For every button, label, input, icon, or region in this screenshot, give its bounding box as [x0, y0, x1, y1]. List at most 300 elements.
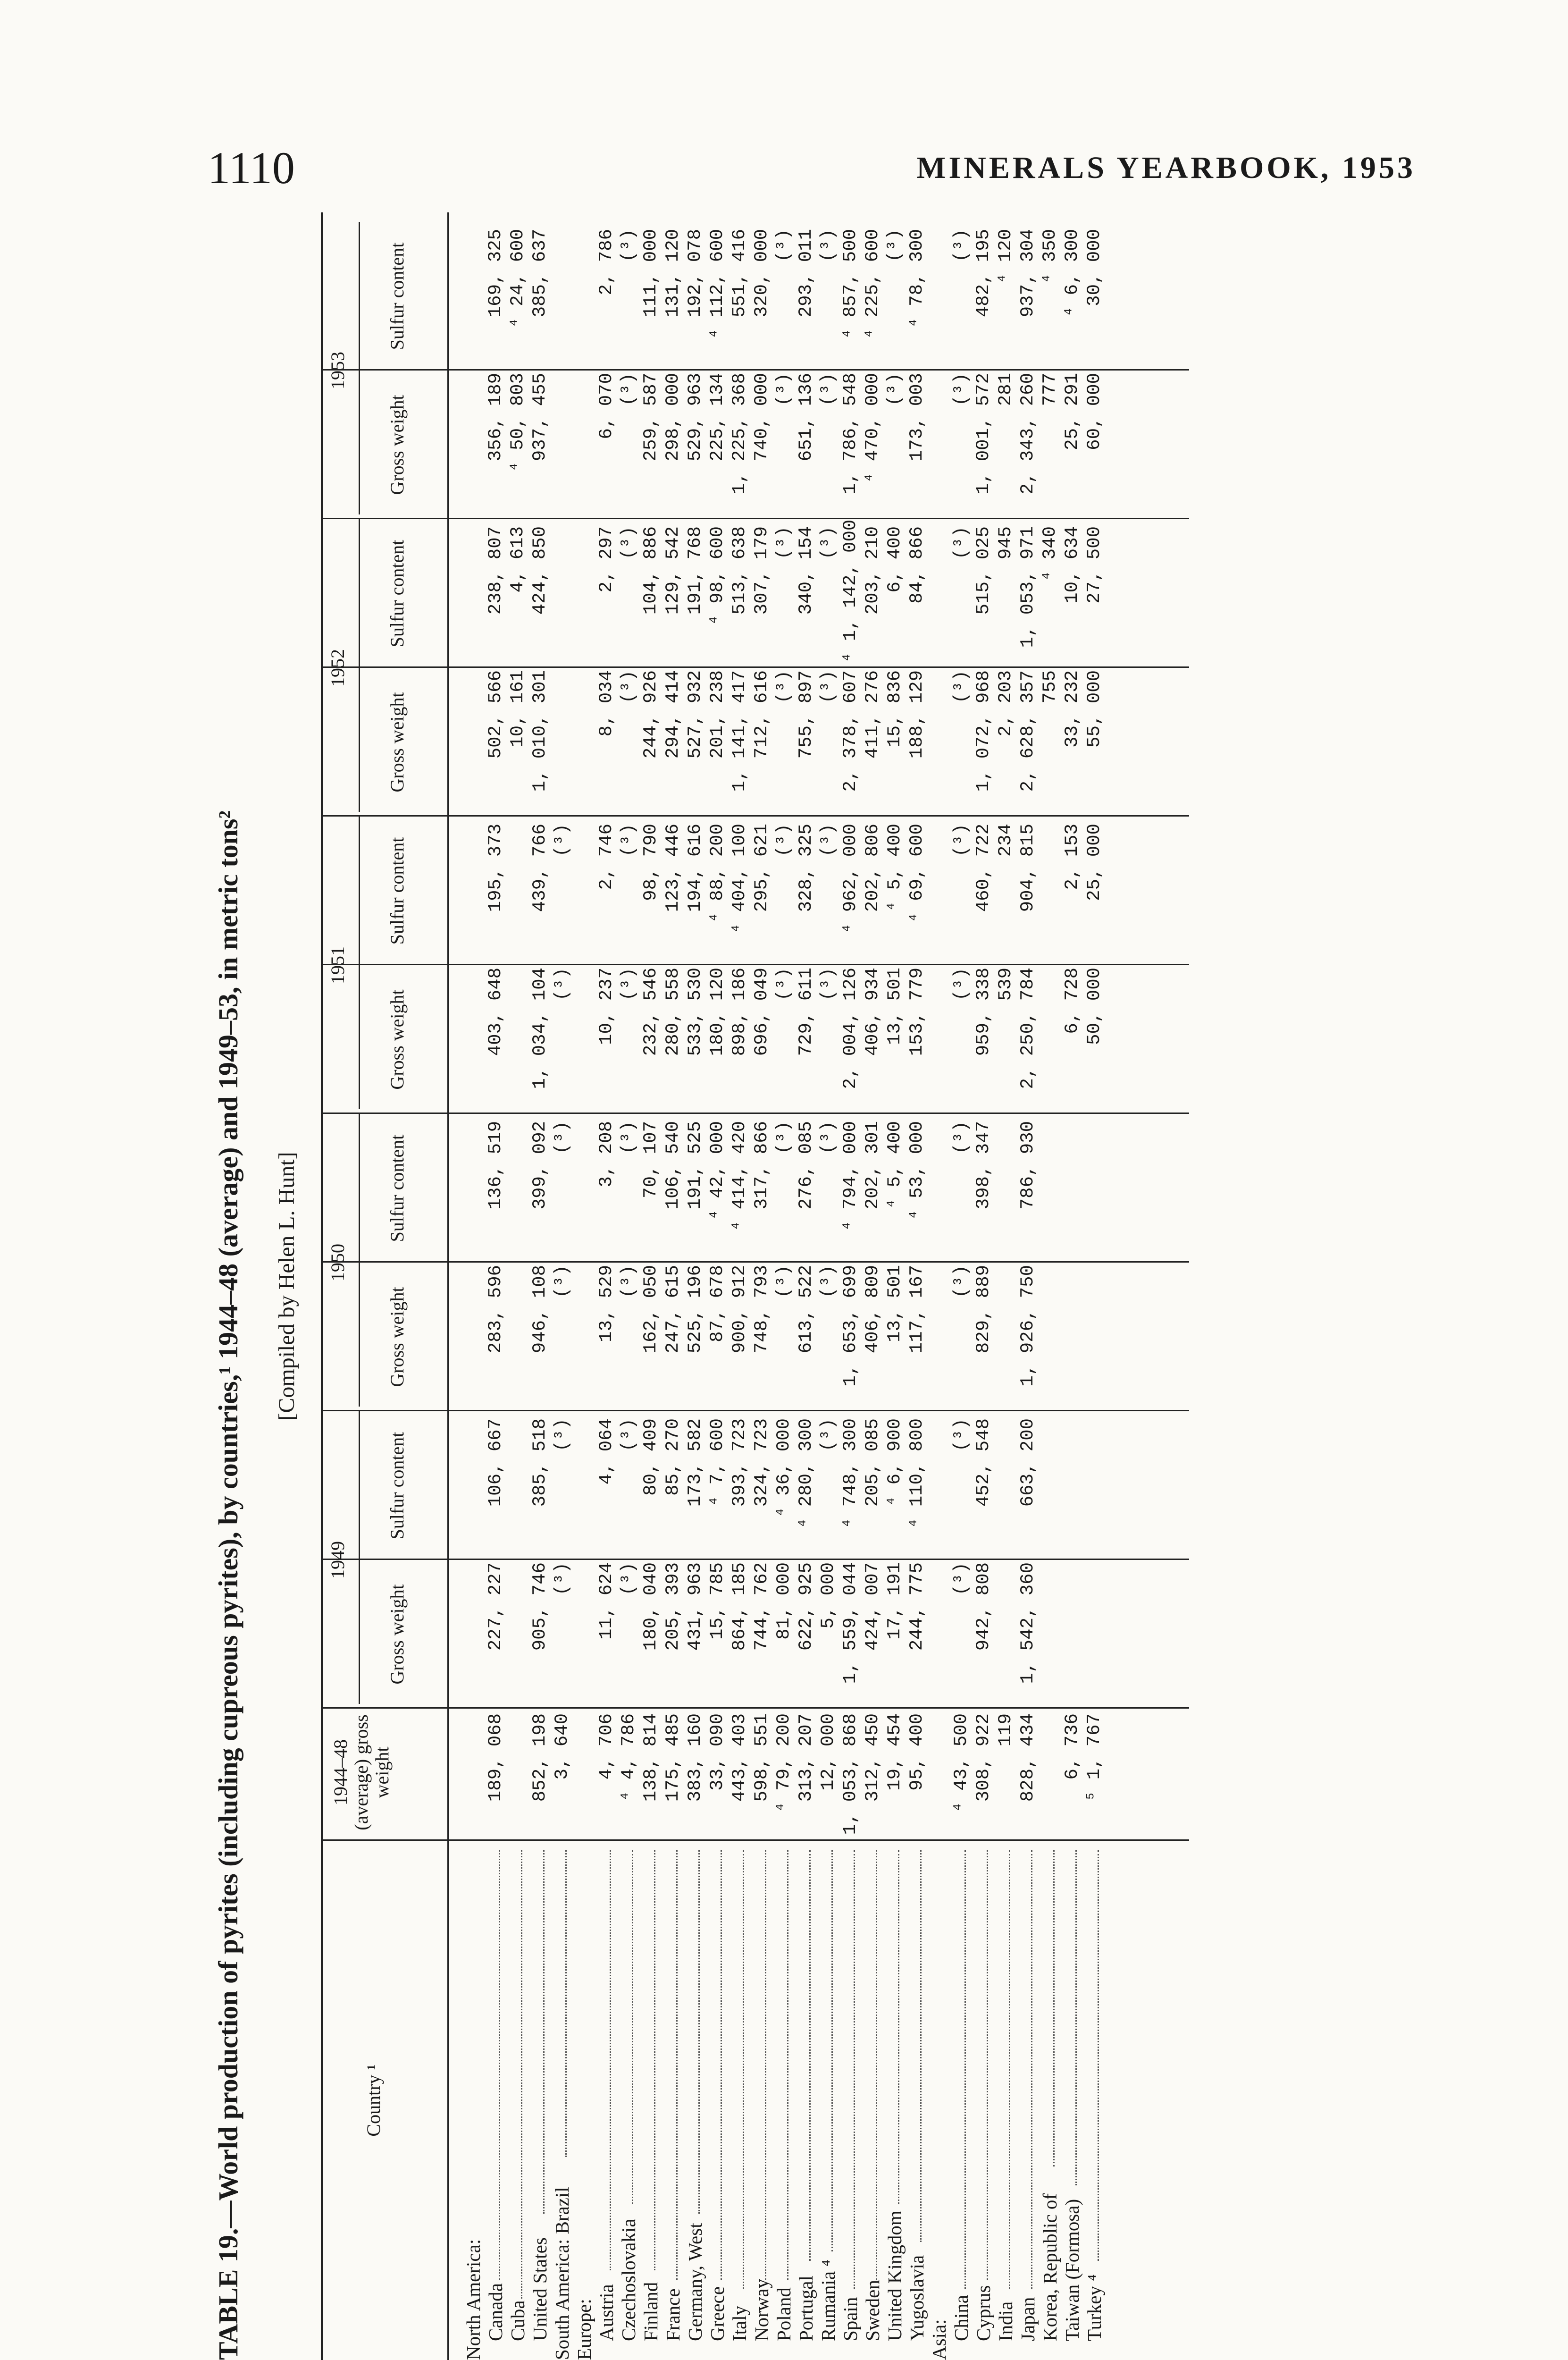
average-value: 1, 053, 868: [840, 1713, 861, 1835]
dot-leader: [964, 1850, 966, 2289]
sulfur-content-value: 439, 766: [529, 824, 550, 912]
gross-weight-value: 87, 678: [707, 1265, 728, 1342]
dot-leader: [1053, 1850, 1055, 2166]
header-bottom-rule: [447, 212, 449, 2360]
gross-weight-value: 2, 378, 607: [840, 670, 861, 792]
gross-weight-value: 162, 050: [640, 1265, 661, 1354]
gross-weight-value: (³): [951, 1562, 972, 1596]
sulfur-content-value: ⁴ 36, 000: [773, 1418, 794, 1518]
sulfur-content-value: ⁴ 748, 300: [840, 1418, 861, 1529]
sulfur-content-value: (³): [552, 824, 572, 857]
sulfur-content-value: (³): [773, 526, 794, 560]
sulfur-content-value: 173, 582: [685, 1418, 705, 1507]
country-name: India: [995, 2301, 1016, 2341]
gross-weight-value: (³): [818, 1265, 839, 1298]
sulfur-content-value: (³): [951, 1418, 972, 1452]
gross-weight-value: 942, 808: [973, 1562, 994, 1651]
sulfur-content-value: 945: [995, 526, 1016, 560]
gross-weight-value: 201, 238: [707, 670, 728, 759]
gross-weight-value: 959, 338: [973, 968, 994, 1056]
gross-weight-value: 744, 762: [751, 1562, 772, 1651]
gross-weight-value: 946, 108: [529, 1265, 550, 1354]
sulfur-content-value: 4, 613: [507, 526, 528, 593]
gross-weight-value: 2, 004, 126: [840, 968, 861, 1089]
gross-weight-value: 431, 963: [685, 1562, 705, 1651]
average-value: 4, 706: [596, 1713, 617, 1780]
table-row: [485, 212, 507, 2360]
average-value: 312, 450: [862, 1713, 883, 1802]
dot-leader: [787, 1850, 788, 2280]
sulfur-content-value: 904, 815: [1017, 824, 1038, 912]
sulfur-content-value: 295, 621: [751, 824, 772, 912]
gross-weight-header: Gross weight: [386, 989, 408, 1090]
gross-weight-value: 10, 161: [507, 670, 528, 748]
sulfur-content-value: 30, 000: [1084, 229, 1105, 306]
table-row: [950, 212, 973, 2360]
sulfur-content-value: ⁴ 280, 300: [796, 1418, 816, 1529]
table-row: [773, 212, 795, 2360]
gross-weight-header: Gross weight: [386, 395, 408, 495]
country-name: Asia:: [928, 2319, 950, 2360]
sulfur-content-value: 340, 154: [796, 526, 816, 615]
country-name: Taiwan (Formosa): [1061, 2199, 1083, 2341]
sulfur-content-value: 513, 638: [729, 526, 750, 615]
gross-weight-value: 740, 000: [751, 373, 772, 462]
sulfur-content-value: 129, 542: [662, 526, 683, 615]
sulfur-content-value: (³): [884, 229, 905, 262]
dot-leader: [1009, 1850, 1010, 2289]
sulfur-content-value: 276, 085: [796, 1121, 816, 1210]
country-name: Italy: [729, 2305, 750, 2341]
page-header: [208, 142, 1416, 198]
average-value: 175, 485: [662, 1713, 683, 1802]
sulfur-content-value: 98, 790: [640, 824, 661, 901]
average-value: 119: [995, 1713, 1016, 1747]
table-row: [662, 212, 684, 2360]
sulfur-content-value: 2, 153: [1062, 824, 1082, 890]
sulfur-content-value: ⁴ 42, 000: [707, 1121, 728, 1221]
country-name: Austria: [595, 2284, 617, 2341]
gross-weight-value: 60, 000: [1084, 373, 1105, 450]
gross-weight-value: 905, 746: [529, 1562, 550, 1651]
sulfur-content-value: 786, 930: [1017, 1121, 1038, 1210]
year-rule: [359, 1411, 360, 1704]
sulfur-content-value: (³): [951, 824, 972, 857]
sulfur-content-value: (³): [818, 1121, 839, 1155]
sulfur-content-value: 205, 085: [862, 1418, 883, 1507]
sulfur-content-value: 203, 210: [862, 526, 883, 615]
country-name: Europe:: [573, 2299, 595, 2360]
year-header: 1951: [327, 946, 348, 984]
sulfur-content-value: 1, 053, 971: [1017, 526, 1038, 648]
country-name: United States: [529, 2237, 551, 2341]
gross-weight-value: (³): [552, 1562, 572, 1596]
dot-leader: [1031, 1850, 1032, 2289]
table-row: [1083, 212, 1106, 2360]
gross-weight-value: 33, 232: [1062, 670, 1082, 748]
gross-weight-value: 55, 000: [1084, 670, 1105, 748]
sulfur-content-value: ⁴ 98, 600: [707, 526, 728, 626]
gross-weight-value: 117, 167: [906, 1265, 927, 1354]
sulfur-content-value: 393, 723: [729, 1418, 750, 1507]
sulfur-content-value: 317, 866: [751, 1121, 772, 1210]
gross-weight-value: 1, 001, 572: [973, 373, 994, 495]
gross-weight-value: (³): [951, 1265, 972, 1298]
sulfur-content-value: 320, 000: [751, 229, 772, 318]
sulfur-content-value: ⁴ 5, 400: [884, 1121, 905, 1210]
sulfur-content-value: 80, 409: [640, 1418, 661, 1496]
gross-weight-value: 298, 000: [662, 373, 683, 462]
sulfur-content-value: ⁴ 5, 400: [884, 824, 905, 912]
gross-weight-value: 613, 522: [796, 1265, 816, 1354]
gross-weight-value: 898, 186: [729, 968, 750, 1056]
table-row: [1039, 212, 1061, 2360]
sulfur-content-value: (³): [552, 1418, 572, 1452]
year-rule: [359, 222, 360, 514]
year-rule: [359, 817, 360, 1109]
country-name: South America: Brazil: [551, 2187, 573, 2360]
gross-weight-value: 247, 615: [662, 1265, 683, 1354]
sulfur-content-value: (³): [618, 526, 639, 560]
sulfur-content-value: (³): [818, 1418, 839, 1452]
gross-weight-value: 622, 925: [796, 1562, 816, 1651]
sulfur-content-value: (³): [951, 229, 972, 262]
average-value: ⁴ 79, 200: [773, 1713, 794, 1813]
dot-leader: [831, 1850, 833, 2251]
gross-weight-header: Gross weight: [386, 692, 408, 792]
sulfur-content-value: ⁴ 225, 600: [862, 229, 883, 340]
country-name: Cuba: [507, 2300, 528, 2341]
gross-weight-value: 900, 912: [729, 1265, 750, 1354]
gross-weight-value: 6, 728: [1062, 968, 1082, 1034]
country-name: Japan: [1017, 2297, 1039, 2341]
table-row: [706, 212, 729, 2360]
average-value: 6, 736: [1062, 1713, 1082, 1780]
sulfur-content-value: 84, 866: [906, 526, 927, 604]
sulfur-content-value: 111, 000: [640, 229, 661, 318]
country-name: Turkey ⁴: [1083, 2274, 1105, 2341]
country-name: Norway: [751, 2278, 772, 2341]
page-number: 1110: [208, 143, 295, 193]
country-name: Poland: [773, 2287, 795, 2341]
country-name: Yugoslavia: [906, 2255, 928, 2341]
table-row: [795, 212, 817, 2360]
country-name: Canada: [485, 2283, 506, 2341]
sulfur-content-value: 202, 301: [862, 1121, 883, 1210]
gross-weight-value: (³): [552, 1265, 572, 1298]
gross-weight-value: 259, 587: [640, 373, 661, 462]
gross-weight-value: 525, 196: [685, 1265, 705, 1354]
gross-weight-value: 13, 529: [596, 1265, 617, 1342]
sulfur-content-value: 307, 179: [751, 526, 772, 615]
table-row: [529, 212, 551, 2360]
average-value: 383, 160: [685, 1713, 705, 1802]
gross-weight-value: (³): [773, 373, 794, 406]
average-value: 19, 454: [884, 1713, 905, 1791]
gross-weight-value: 5, 000: [818, 1562, 839, 1629]
sulfur-content-value: (³): [618, 1418, 639, 1452]
country-name: Korea, Republic of: [1039, 2193, 1061, 2341]
sulfur-content-value: 194, 616: [685, 824, 705, 912]
sulfur-content-value: 191, 525: [685, 1121, 705, 1210]
sulfur-content-value: ⁴ 414, 420: [729, 1121, 750, 1232]
table-row: [906, 212, 928, 2360]
sulfur-content-value: 2, 746: [596, 824, 617, 890]
table-row: [618, 212, 640, 2360]
gross-weight-value: 225, 134: [707, 373, 728, 462]
sulfur-content-value: 2, 297: [596, 526, 617, 593]
sulfur-content-value: 385, 518: [529, 1418, 550, 1507]
gross-weight-value: 1, 542, 360: [1017, 1562, 1038, 1684]
table-row: [551, 212, 573, 2360]
gross-weight-value: 13, 501: [884, 968, 905, 1045]
sulfur-content-value: ⁴ 53, 000: [906, 1121, 927, 1221]
gross-weight-value: 1, 141, 417: [729, 670, 750, 792]
gross-weight-value: 244, 775: [906, 1562, 927, 1651]
gross-weight-value: 937, 455: [529, 373, 550, 462]
gross-weight-value: 777: [1040, 373, 1060, 406]
top-rule: [321, 212, 323, 2360]
dot-leader: [987, 1850, 988, 2280]
sulfur-content-header: Sulfur content: [386, 837, 408, 945]
sulfur-content-value: 191, 768: [685, 526, 705, 615]
gross-weight-value: 502, 566: [485, 670, 506, 759]
sulfur-content-value: 136, 519: [485, 1121, 506, 1210]
sulfur-content-value: ⁴ 88, 200: [707, 824, 728, 923]
sulfur-content-value: 551, 416: [729, 229, 750, 318]
gross-weight-value: (³): [618, 1265, 639, 1298]
gross-weight-value: 1, 034, 104: [529, 968, 550, 1089]
sulfur-content-value: 169, 325: [485, 229, 506, 318]
gross-weight-value: 232, 546: [640, 968, 661, 1056]
sulfur-content-value: 106, 667: [485, 1418, 506, 1507]
gross-weight-value: (³): [773, 670, 794, 704]
sulfur-content-value: 192, 078: [685, 229, 705, 318]
sulfur-content-value: ⁴ 78, 300: [906, 229, 927, 329]
gross-weight-value: 2, 343, 260: [1017, 373, 1038, 495]
sulfur-content-value: ⁴ 350: [1040, 229, 1060, 285]
table-row: [595, 212, 618, 2360]
sulfur-content-value: (³): [618, 1121, 639, 1155]
gross-weight-value: 8, 034: [596, 670, 617, 737]
gross-weight-value: 180, 120: [707, 968, 728, 1056]
sulfur-content-value: 131, 120: [662, 229, 683, 318]
sulfur-content-value: ⁴ 24, 600: [507, 229, 528, 329]
gross-weight-value: (³): [818, 968, 839, 1001]
table-row: [462, 212, 485, 2360]
gross-weight-value: (³): [773, 1265, 794, 1298]
sulfur-content-value: ⁴ 404, 100: [729, 824, 750, 935]
gross-weight-value: (³): [552, 968, 572, 1001]
table-row: [640, 212, 662, 2360]
gross-weight-value: 529, 963: [685, 373, 705, 462]
gross-weight-value: 696, 049: [751, 968, 772, 1056]
year-header: 1953: [327, 352, 348, 389]
gross-weight-value: 294, 414: [662, 670, 683, 759]
sulfur-content-value: (³): [552, 1121, 572, 1155]
country-name: Cyprus: [973, 2285, 994, 2341]
sulfur-content-value: 385, 637: [529, 229, 550, 318]
country-name: United Kingdom: [884, 2210, 906, 2341]
country-name: Spain: [839, 2297, 861, 2341]
average-value: 33, 090: [707, 1713, 728, 1791]
dot-leader: [721, 1850, 722, 2280]
average-value: 12, 000: [818, 1713, 839, 1791]
gross-weight-value: (³): [818, 373, 839, 406]
gross-weight-value: (³): [618, 670, 639, 704]
gross-weight-value: (³): [951, 373, 972, 406]
gross-weight-value: 533, 530: [685, 968, 705, 1056]
gross-weight-value: (³): [951, 670, 972, 704]
gross-weight-value: 11, 624: [596, 1562, 617, 1640]
sulfur-content-value: 399, 092: [529, 1121, 550, 1210]
sulfur-content-value: ⁴ 120: [995, 229, 1016, 285]
gross-weight-value: (³): [618, 968, 639, 1001]
gross-weight-value: 6, 070: [596, 373, 617, 439]
sulfur-content-value: (³): [818, 824, 839, 857]
dot-leader: [920, 1850, 922, 2242]
average-value: 95, 400: [906, 1713, 927, 1791]
year-rule: [359, 1114, 360, 1407]
country-name: Sweden: [862, 2280, 883, 2341]
dot-leader: [543, 1850, 545, 2214]
year-header: 1952: [327, 649, 348, 687]
gross-weight-value: (³): [884, 373, 905, 406]
country-name: Finland: [640, 2282, 662, 2341]
average-value: ⁵ 1, 767: [1084, 1713, 1105, 1802]
sulfur-content-value: 25, 000: [1084, 824, 1105, 901]
gross-weight-value: 10, 237: [596, 968, 617, 1045]
sulfur-content-value: ⁴ 6, 300: [1062, 229, 1082, 318]
gross-weight-value: (³): [618, 1562, 639, 1596]
gross-weight-value: 283, 596: [485, 1265, 506, 1354]
sulfur-content-value: 424, 850: [529, 526, 550, 615]
sulfur-content-value: 937, 304: [1017, 229, 1038, 318]
sulfur-content-value: (³): [818, 526, 839, 560]
sulfur-content-value: (³): [951, 526, 972, 560]
gross-weight-value: 15, 836: [884, 670, 905, 748]
table-row: [684, 212, 706, 2360]
gross-weight-value: (³): [951, 968, 972, 1001]
sulfur-content-value: (³): [618, 229, 639, 262]
gross-weight-value: 180, 040: [640, 1562, 661, 1651]
gross-weight-value: 2, 203: [995, 670, 1016, 737]
sulfur-content-value: ⁴ 112, 600: [707, 229, 728, 340]
sulfur-content-value: 663, 200: [1017, 1418, 1038, 1507]
dot-leader: [1098, 1850, 1099, 2261]
average-value: 852, 198: [529, 1713, 550, 1802]
gross-weight-value: 1, 559, 044: [840, 1562, 861, 1684]
gross-weight-value: 17, 191: [884, 1562, 905, 1640]
average-value: ⁴ 4, 786: [618, 1713, 639, 1802]
year-header: 1949: [327, 1541, 348, 1579]
sulfur-content-value: ⁴ 6, 900: [884, 1418, 905, 1507]
sulfur-content-header: Sulfur content: [386, 1432, 408, 1540]
gross-weight-value: 712, 616: [751, 670, 772, 759]
sulfur-content-value: (³): [773, 824, 794, 857]
table-row: [1017, 212, 1039, 2360]
sulfur-content-value: 398, 347: [973, 1121, 994, 1210]
sulfur-content-value: (³): [618, 824, 639, 857]
sulfur-content-value: 70, 107: [640, 1121, 661, 1198]
gross-weight-value: 755, 897: [796, 670, 816, 759]
sulfur-content-value: (³): [773, 1121, 794, 1155]
gross-weight-value: 1, 926, 750: [1017, 1265, 1038, 1387]
table-row: [995, 212, 1017, 2360]
sulfur-content-value: (³): [818, 229, 839, 262]
dot-leader: [765, 1850, 766, 2280]
sulfur-content-value: 234: [995, 824, 1016, 857]
sulfur-content-value: 238, 807: [485, 526, 506, 615]
sulfur-content-value: ⁴ 69, 600: [906, 824, 927, 923]
average-value: 313, 207: [796, 1713, 816, 1802]
dot-leader: [698, 1850, 700, 2214]
sulfur-content-value: ⁴ 1, 142, 000: [840, 519, 861, 663]
dot-leader: [809, 1850, 811, 2261]
sulfur-content-value: 106, 540: [662, 1121, 683, 1210]
gross-weight-value: ⁴ 470, 000: [862, 373, 883, 484]
sulfur-content-value: 328, 325: [796, 824, 816, 912]
table-row: [839, 212, 862, 2360]
sulfur-content-value: ⁴ 7, 600: [707, 1418, 728, 1507]
gross-weight-value: (³): [618, 373, 639, 406]
gross-weight-value: 281: [995, 373, 1016, 406]
dot-leader: [610, 1850, 611, 2270]
gross-weight-value: 829, 889: [973, 1265, 994, 1354]
gross-weight-value: 2, 250, 784: [1017, 968, 1038, 1089]
gross-weight-value: 153, 779: [906, 968, 927, 1056]
sulfur-content-value: 4, 064: [596, 1418, 617, 1485]
col-header-average: 1944–48 (average) gross weight: [330, 1714, 393, 1830]
table-row: [928, 212, 950, 2360]
sulfur-content-value: 293, 011: [796, 229, 816, 318]
gross-weight-header: Gross weight: [386, 1584, 408, 1685]
gross-weight-value: 527, 932: [685, 670, 705, 759]
table-row: [817, 212, 839, 2360]
sulfur-content-value: ⁴ 962, 000: [840, 824, 861, 935]
dot-leader: [898, 1850, 899, 2204]
dot-leader: [565, 1850, 567, 2157]
compiled-by: [Compiled by Helen L. Hunt]: [274, 1152, 299, 1421]
average-value: 138, 814: [640, 1713, 661, 1802]
table-row: [1061, 212, 1083, 2360]
country-name: Greece: [706, 2286, 728, 2341]
gross-weight-value: 651, 136: [796, 373, 816, 462]
country-name: Czechoslovakia: [618, 2218, 639, 2341]
sulfur-content-value: ⁴ 340: [1040, 526, 1060, 582]
gross-weight-value: 403, 648: [485, 968, 506, 1056]
average-value: 308, 922: [973, 1713, 994, 1802]
average-value: ⁴ 43, 500: [951, 1713, 972, 1813]
year-rule: [359, 519, 360, 812]
country-name: Rumania ⁴: [817, 2259, 839, 2341]
sulfur-content-value: (³): [951, 1121, 972, 1155]
gross-weight-value: 1, 786, 548: [840, 373, 861, 495]
col-header-country: Country ¹: [363, 2064, 384, 2137]
gross-weight-value: 424, 007: [862, 1562, 883, 1651]
gross-weight-value: 280, 558: [662, 968, 683, 1056]
gross-weight-value: 406, 809: [862, 1265, 883, 1354]
gross-weight-value: 50, 000: [1084, 968, 1105, 1045]
gross-weight-value: 15, 785: [707, 1562, 728, 1640]
sulfur-content-value: ⁴ 857, 500: [840, 229, 861, 340]
sulfur-content-header: Sulfur content: [386, 539, 408, 648]
gross-weight-value: 1, 653, 699: [840, 1265, 861, 1387]
gross-weight-value: 188, 129: [906, 670, 927, 759]
sulfur-content-value: 6, 400: [884, 526, 905, 593]
gross-weight-value: 1, 010, 301: [529, 670, 550, 792]
table-row: [751, 212, 773, 2360]
